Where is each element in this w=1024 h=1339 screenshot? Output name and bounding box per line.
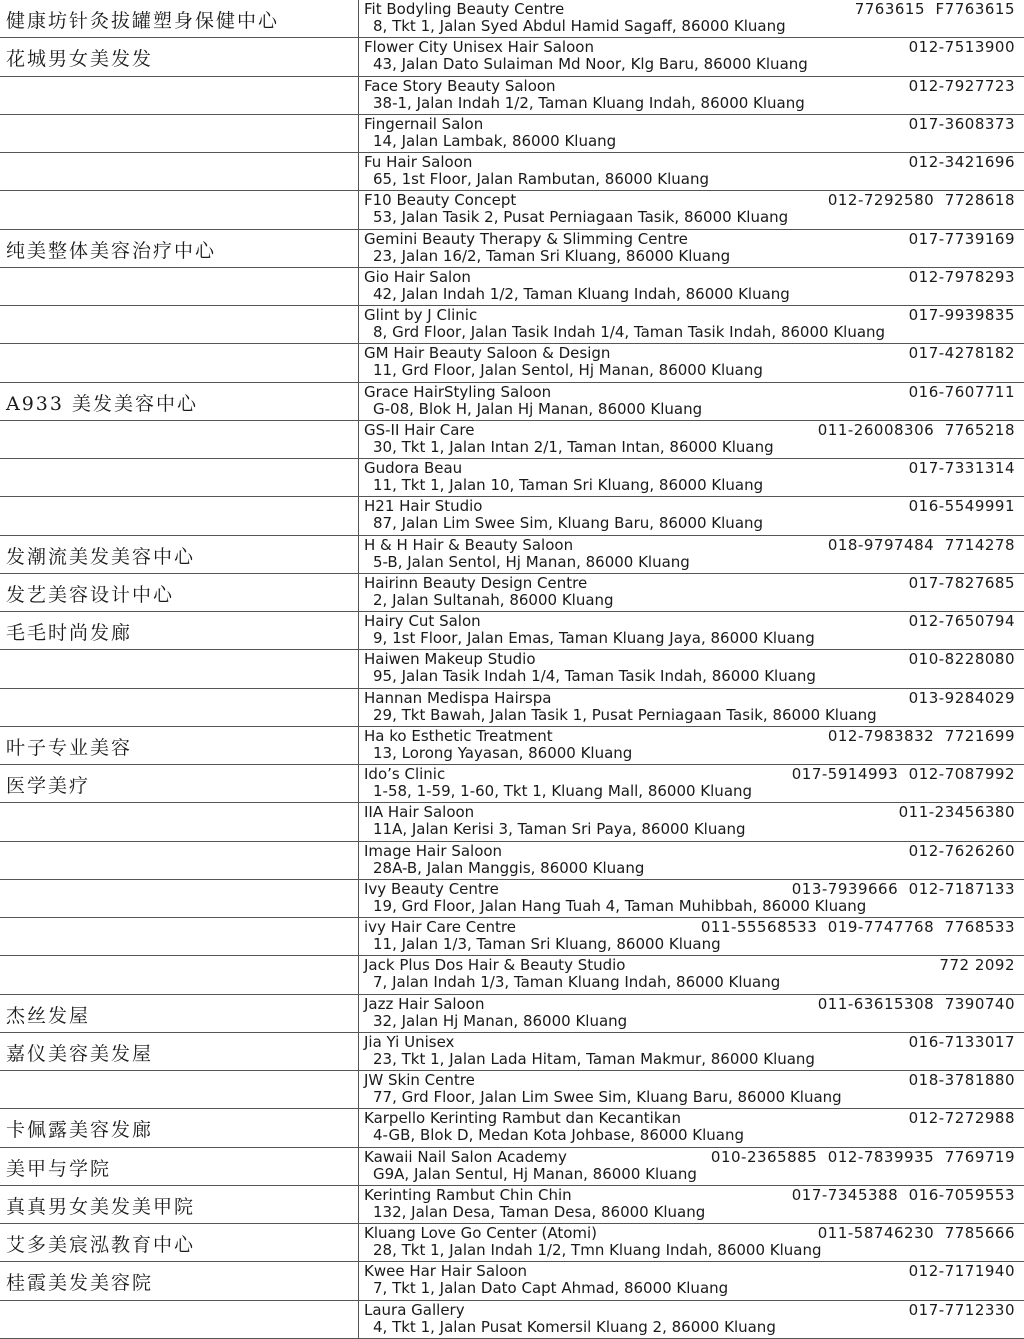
- listing-phone: 010-2365885 012-7839935 7769719: [710, 1147, 1015, 1166]
- listing-address: 4, Tkt 1, Jalan Pusat Komersil Kluang 2, 86000 Kluang: [373, 1317, 776, 1336]
- listing-row: [0, 497, 1024, 535]
- listing-business-name: Fit Bodyling Beauty Centre: [364, 0, 565, 18]
- listing-row: [0, 803, 1024, 841]
- listing-business-name: Laura Gallery: [364, 1300, 465, 1319]
- listing-chinese-name: 花城男女美发发: [6, 48, 154, 71]
- listing-phone: 013-7939666 012-7187133: [791, 879, 1015, 898]
- listing-row: [0, 689, 1024, 727]
- listing-business-name: Hannan Medispa Hairspa: [364, 688, 552, 707]
- listing-address: G9A, Jalan Sentul, Hj Manan, 86000 Kluang: [373, 1164, 697, 1183]
- listing-phone: 018-3781880: [908, 1071, 1015, 1089]
- listing-address: 65, 1st Floor, Jalan Rambutan, 86000 Kluang: [373, 170, 709, 188]
- listing-business-name: Hairinn Beauty Design Centre: [364, 573, 588, 592]
- listing-row: [0, 1262, 1024, 1300]
- listing-business-name: Glint by J Clinic: [364, 306, 478, 324]
- listing-business-name: Kwee Har Hair Saloon: [364, 1262, 528, 1281]
- listing-business-name: JW Skin Centre: [364, 1071, 475, 1089]
- listing-phone: 017-5914993 012-7087992: [791, 765, 1015, 783]
- listing-row: [0, 1224, 1024, 1262]
- listing-row: [0, 77, 1024, 115]
- listing-phone: 017-4278182: [908, 344, 1015, 363]
- listing-address: 14, Jalan Lambak, 86000 Kluang: [373, 131, 617, 150]
- listing-business-name: F10 Beauty Concept: [364, 191, 517, 210]
- listing-address: 7, Jalan Indah 1/3, Taman Kluang Indah, 86000 Kluang: [373, 973, 781, 992]
- listing-row: [0, 765, 1024, 803]
- listing-business-name: H21 Hair Studio: [364, 497, 483, 516]
- listing-row: [0, 1186, 1024, 1224]
- listing-address: 5-B, Jalan Sentol, Hj Manan, 86000 Kluang: [373, 552, 690, 571]
- listing-row: [0, 268, 1024, 306]
- listing-row: [0, 1109, 1024, 1147]
- listing-phone: 012-7650794: [908, 612, 1015, 630]
- listing-business-name: Haiwen Makeup Studio: [364, 650, 536, 669]
- listing-address: 4-GB, Blok D, Medan Kota Johbase, 86000 Kluang: [373, 1126, 745, 1145]
- listing-row: [0, 1301, 1024, 1339]
- listing-row: [0, 574, 1024, 612]
- listing-address: 1-58, 1-59, 1-60, Tkt 1, Kluang Mall, 86000 Kluang: [373, 782, 753, 800]
- listing-phone: 017-3608373: [908, 114, 1015, 133]
- listing-row: [0, 459, 1024, 497]
- listing-chinese-name: 桂霞美发美容院: [6, 1272, 154, 1295]
- listing-row: [0, 230, 1024, 268]
- listing-address: 11, Grd Floor, Jalan Sentol, Hj Manan, 86000 Kluang: [373, 361, 763, 380]
- listing-row: [0, 1071, 1024, 1109]
- listing-business-name: ivy Hair Care Centre: [364, 918, 516, 936]
- listing-chinese-name: 艾多美宸泓教育中心: [6, 1234, 196, 1256]
- listing-phone: 012-7626260: [908, 841, 1015, 860]
- listing-address: 87, Jalan Lim Swee Sim, Kluang Baru, 86000 Kluang: [373, 514, 764, 533]
- listing-chinese-name: 医学美疗: [6, 775, 91, 797]
- listing-phone: 7763615 F7763615: [854, 0, 1015, 18]
- listing-business-name: Grace HairStyling Saloon: [364, 382, 552, 401]
- listing-phone: 012-7978293: [908, 267, 1015, 286]
- listing-address: 13, Lorong Yayasan, 86000 Kluang: [373, 743, 633, 762]
- listing-address: 132, Jalan Desa, Taman Desa, 86000 Kluang: [373, 1202, 706, 1221]
- listing-business-name: Fingernail Salon: [364, 114, 484, 133]
- listing-phone: 018-9797484 7714278: [827, 535, 1015, 554]
- listing-address: 95, Jalan Tasik Indah 1/4, Taman Tasik Indah, 86000 Kluang: [373, 667, 816, 686]
- listing-row: [0, 842, 1024, 880]
- listing-business-name: Ivy Beauty Centre: [364, 879, 499, 898]
- listing-row: [0, 306, 1024, 344]
- listing-phone: 016-7133017: [908, 1032, 1015, 1051]
- listing-chinese-name: 卡佩露美容发廊: [6, 1119, 154, 1142]
- listing-phone: 012-7272988: [908, 1109, 1015, 1128]
- listing-chinese-name: 杰丝发屋: [6, 1004, 91, 1027]
- listing-row: [0, 115, 1024, 153]
- listing-address: 11, Jalan 1/3, Taman Sri Kluang, 86000 Kluang: [373, 935, 721, 953]
- listing-address: 42, Jalan Indah 1/2, Taman Kluang Indah, 86000 Kluang: [373, 284, 790, 303]
- listing-address: 11A, Jalan Kerisi 3, Taman Sri Paya, 86000 Kluang: [373, 820, 746, 839]
- listing-row: [0, 0, 1024, 38]
- listing-row: [0, 344, 1024, 382]
- listing-phone: 017-9939835: [908, 306, 1015, 324]
- listing-chinese-name: A933 美发美容中心: [6, 392, 199, 415]
- listing-phone: 017-7331314: [908, 459, 1015, 477]
- listing-business-name: H & H Hair & Beauty Saloon: [364, 535, 574, 554]
- listing-address: 32, Jalan Hj Manan, 86000 Kluang: [373, 1011, 628, 1030]
- listing-business-name: Gemini Beauty Therapy & Slimming Centre: [364, 229, 688, 248]
- listing-phone: 010-8228080: [908, 650, 1015, 669]
- listing-row: [0, 995, 1024, 1033]
- listing-address: 30, Tkt 1, Jalan Intan 2/1, Taman Intan, 86000 Kluang: [373, 437, 774, 456]
- listing-address: 23, Tkt 1, Jalan Lada Hitam, Taman Makmur, 86000 Kluang: [373, 1049, 815, 1068]
- listing-chinese-name: 美甲与学院: [6, 1157, 112, 1180]
- listing-business-name: IIA Hair Saloon: [364, 803, 475, 822]
- listing-chinese-name: 发潮流美发美容中心: [6, 545, 196, 568]
- listing-business-name: Ha ko Esthetic Treatment: [364, 726, 553, 745]
- listing-row: [0, 153, 1024, 191]
- listing-address: 8, Tkt 1, Jalan Syed Abdul Hamid Sagaff, 86000 Kluang: [373, 17, 786, 35]
- listing-row: [0, 918, 1024, 956]
- listing-address: 8, Grd Floor, Jalan Tasik Indah 1/4, Taman Tasik Indah, 86000 Kluang: [373, 323, 886, 341]
- listing-phone: 011-63615308 7390740: [817, 994, 1015, 1013]
- listing-row: [0, 421, 1024, 459]
- listing-row: [0, 1148, 1024, 1186]
- listing-address: 28A-B, Jalan Manggis, 86000 Kluang: [373, 858, 645, 877]
- listing-business-name: Ido’s Clinic: [364, 765, 446, 783]
- listing-row: [0, 383, 1024, 421]
- listing-address: 7, Tkt 1, Jalan Dato Capt Ahmad, 86000 Kluang: [373, 1279, 729, 1298]
- listing-row: [0, 880, 1024, 918]
- listing-phone: 772 2092: [939, 956, 1015, 975]
- listing-address: 28, Tkt 1, Jalan Indah 1/2, Tmn Kluang Indah, 86000 Kluang: [373, 1241, 822, 1259]
- listing-phone: 016-5549991: [908, 497, 1015, 516]
- listing-business-name: GS-II Hair Care: [364, 420, 475, 439]
- listing-business-name: Jia Yi Unisex: [364, 1032, 455, 1051]
- listing-business-name: Image Hair Saloon: [364, 841, 503, 860]
- listing-chinese-name: 纯美整体美容治疗中心: [6, 239, 217, 262]
- listing-business-name: Face Story Beauty Saloon: [364, 76, 556, 95]
- listing-business-name: Kluang Love Go Center (Atomi): [364, 1224, 598, 1242]
- listing-phone: 017-7712330: [908, 1300, 1015, 1319]
- listing-row: [0, 536, 1024, 574]
- listing-business-name: Flower City Unisex Hair Saloon: [364, 38, 594, 57]
- listing-phone: 017-7827685: [908, 573, 1015, 592]
- listing-address: 11, Tkt 1, Jalan 10, Taman Sri Kluang, 86000 Kluang: [373, 476, 764, 494]
- listing-business-name: Kawaii Nail Salon Academy: [364, 1147, 567, 1166]
- listing-phone: 012-3421696: [908, 153, 1015, 171]
- listing-phone: 011-55568533 019-7747768 7768533: [700, 918, 1015, 936]
- listing-phone: 011-23456380: [898, 803, 1015, 822]
- listing-address: 9, 1st Floor, Jalan Emas, Taman Kluang Jaya, 86000 Kluang: [373, 629, 815, 647]
- listing-address: 23, Jalan 16/2, Taman Sri Kluang, 86000 Kluang: [373, 246, 731, 265]
- listing-business-name: Jack Plus Dos Hair & Beauty Studio: [364, 956, 626, 975]
- listing-address: 38-1, Jalan Indah 1/2, Taman Kluang Indah, 86000 Kluang: [373, 93, 805, 112]
- listing-phone: 012-7171940: [908, 1262, 1015, 1281]
- listing-phone: 017-7345388 016-7059553: [791, 1185, 1015, 1204]
- listing-business-name: GM Hair Beauty Saloon & Design: [364, 344, 611, 363]
- listing-chinese-name: 嘉仪美容美发屋: [6, 1042, 154, 1065]
- listing-row: [0, 650, 1024, 688]
- listing-phone: 012-7927723: [908, 76, 1015, 95]
- listing-chinese-name: 健康坊针灸拔罐塑身保健中心: [6, 10, 280, 32]
- listing-row: [0, 1033, 1024, 1071]
- listing-row: [0, 612, 1024, 650]
- listing-address: 43, Jalan Dato Sulaiman Md Noor, Klg Baru, 86000 Kluang: [373, 55, 808, 74]
- listing-chinese-name: 叶子专业美容: [6, 736, 133, 759]
- listing-phone: 017-7739169: [908, 229, 1015, 248]
- listing-phone: 013-9284029: [908, 688, 1015, 707]
- listing-address: 53, Jalan Tasik 2, Pusat Perniagaan Tasik, 86000 Kluang: [373, 208, 789, 227]
- listing-row: [0, 956, 1024, 994]
- listing-row: [0, 727, 1024, 765]
- listing-phone: 012-7983832 7721699: [827, 726, 1015, 745]
- listing-business-name: Fu Hair Saloon: [364, 153, 473, 171]
- listing-business-name: Jazz Hair Saloon: [364, 994, 485, 1013]
- listing-address: 77, Grd Floor, Jalan Lim Swee Sim, Kluang Baru, 86000 Kluang: [373, 1088, 842, 1106]
- listing-business-name: Gio Hair Salon: [364, 267, 471, 286]
- listing-business-name: Hairy Cut Salon: [364, 612, 481, 630]
- listing-address: 2, Jalan Sultanah, 86000 Kluang: [373, 590, 614, 609]
- listing-address: G-08, Blok H, Jalan Hj Manan, 86000 Kluang: [373, 399, 703, 418]
- listing-business-name: Kerinting Rambut Chin Chin: [364, 1185, 572, 1204]
- listing-chinese-name: 毛毛时尚发廊: [6, 622, 133, 644]
- listing-business-name: Karpello Kerinting Rambut dan Kecantikan: [364, 1109, 681, 1128]
- listing-business-name: Gudora Beau: [364, 459, 463, 477]
- listing-address: 29, Tkt Bawah, Jalan Tasik 1, Pusat Perniagaan Tasik, 86000 Kluang: [373, 705, 877, 724]
- listing-row: [0, 38, 1024, 76]
- listing-chinese-name: 真真男女美发美甲院: [6, 1195, 196, 1218]
- listing-row: [0, 191, 1024, 229]
- listing-chinese-name: 发艺美容设计中心: [6, 583, 175, 606]
- listing-phone: 012-7292580 7728618: [827, 191, 1015, 210]
- listing-phone: 011-58746230 7785666: [817, 1224, 1015, 1242]
- listing-address: 19, Grd Floor, Jalan Hang Tuah 4, Taman Muhibbah, 86000 Kluang: [373, 896, 867, 915]
- listing-phone: 016-7607711: [908, 382, 1015, 401]
- listing-phone: 012-7513900: [908, 38, 1015, 57]
- listing-phone: 011-26008306 7765218: [817, 420, 1015, 439]
